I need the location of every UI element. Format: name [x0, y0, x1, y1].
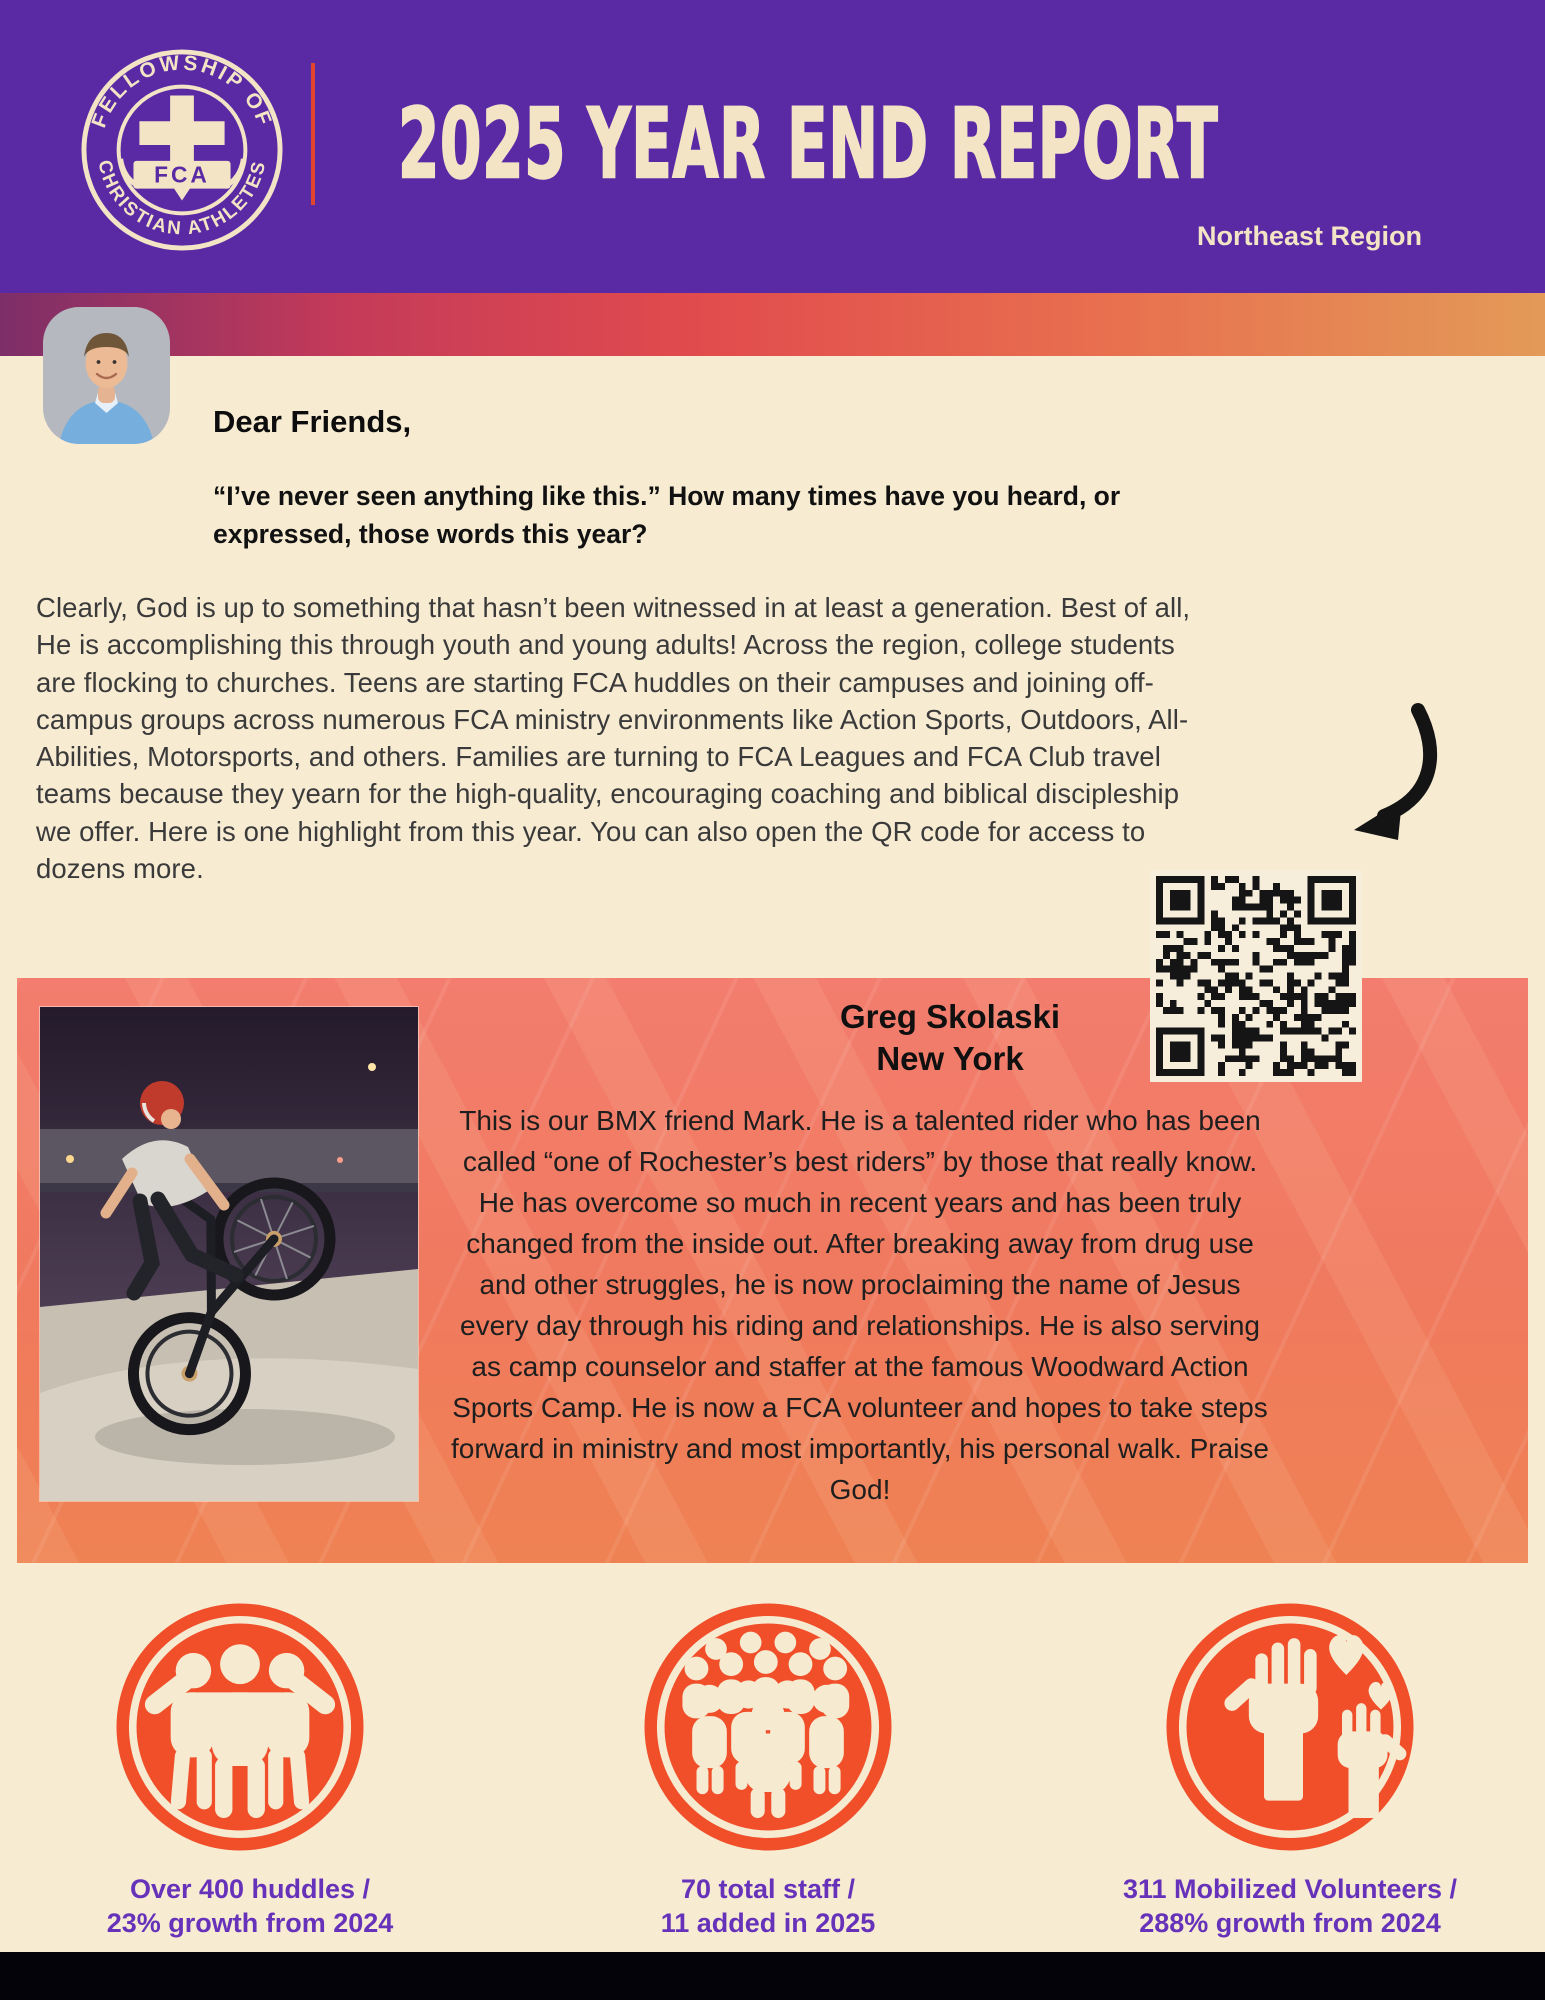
intro-quote-line-2: expressed, those words this year?: [213, 519, 648, 549]
qr-code[interactable]: [1150, 870, 1362, 1082]
intro-quote: [213, 477, 1120, 553]
report-header: [0, 0, 1545, 293]
stat-volunteers-caption: 311 Mobilized Volunteers / 288% growth from 2024: [1122, 1874, 1458, 1938]
accent-band: [0, 293, 1545, 356]
stat-staff-caption: 70 total staff / 11 added in 2025: [660, 1874, 876, 1938]
logo-arc-top-text: FELLOWSHIP OF: [87, 51, 277, 131]
staff-crowd-icon: [638, 1597, 898, 1857]
volunteer-hands-icon: [1160, 1597, 1420, 1857]
highlight-location: New York: [876, 1040, 1024, 1077]
bmx-photo: [40, 1007, 418, 1501]
author-photo: [43, 307, 170, 444]
highlight-story: This is our BMX friend Mark. He is a talented rider who has been called “one of Rochester’s best riders” by those that really know. He has overcome so much in recent years and has been truly changed from the inside out. After breaking away from drug use and other struggles, he is now proclaiming the name of Jesus every day through his riding and relationships. He is also serving as camp counselor and staffer at the famous Woodward Action Sports Camp. He is now a FCA volunteer and hopes to take steps forward in ministry and most importantly, his personal walk. Praise God!: [450, 1105, 1269, 1505]
intro-paragraph: Clearly, God is up to something that hasn’t been witnessed in at least a generation. Best of all, He is accomplishing this through youth and young adults! Across the region, college students are flocking to churches. Teens are starting FCA huddles on their campuses and joining off-campus groups across numerous FCA ministry environments like Action Sports, Outdoors, All-Abilities, Motorsports, and others. Families are turning to FCA Leagues and FCA Club travel teams because they yearn for the high-quality, encouraging coaching and biblical discipleship we offer. Here is one highlight from this year. You can also open the QR code for access to dozens more.: [36, 592, 1191, 885]
highlight-name: Greg Skolaski: [839, 998, 1061, 1035]
footer-bar: [0, 1952, 1545, 2000]
arrow-annotation: [1340, 700, 1440, 845]
region-label: Northeast Region: [1196, 221, 1422, 251]
header-divider: [311, 63, 315, 205]
stat-huddles-caption: Over 400 huddles / 23% growth from 2024: [106, 1874, 394, 1938]
logo-monogram: FCA: [154, 161, 210, 188]
huddle-friends-icon: [110, 1597, 370, 1857]
salutation: Dear Friends,: [213, 404, 412, 439]
logo-arc-bottom-text: CHRISTIAN ATHLETES: [94, 157, 270, 239]
fca-logo: [78, 46, 286, 254]
intro-quote-line-1: “I’ve never seen anything like this.” How many times have you heard, or: [213, 481, 1121, 511]
report-title: 2025 YEAR END REPORT: [398, 88, 1219, 200]
